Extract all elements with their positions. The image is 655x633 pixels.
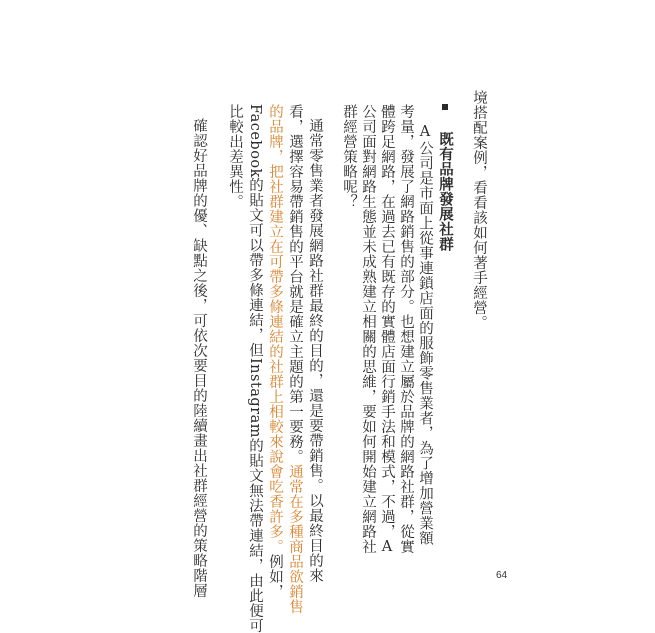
case-line-5: 群經營策略呢？: [341, 104, 357, 209]
intro-line: 境搭配案例，看看該如何著手經營。: [471, 90, 487, 330]
highlight-text: 通常在多種商品欲銷售: [287, 464, 303, 614]
page-number: 64: [496, 570, 508, 581]
case-line-4: 公司面對網路生態並未成熟建立相關的思維，要如何開始建立網路社: [360, 104, 376, 554]
body-line-1: 通常零售業者發展網路社群最終的目的，還是要帶銷售。以最終目的來: [307, 118, 323, 583]
body-line-4: Facebook的貼文可以帶多條連結，但Instagram的貼文無法帶連結，由此便可: [247, 104, 263, 633]
body-line-5: 比較出差異性。: [227, 104, 243, 209]
body-line-6: 確認好品牌的優、缺點之後，可依次要目的陸續畫出社群經營的策略階層: [191, 118, 207, 598]
section-heading-text: 既有品牌發展社群: [437, 131, 454, 252]
case-line-2: 考量，發展了網路銷售的部分。也想建立屬於品牌的網路社群，從實: [398, 104, 414, 554]
case-line-1: A公司是市面上從事連鎖店面的服飾零售業者，為了增加營業額: [417, 124, 433, 546]
section-heading: [436, 104, 454, 252]
highlight-text: 的品牌，把社群建立在可帶多條連結的社群上相較來說會吃香許多。: [267, 104, 283, 554]
intro-text: [470, 90, 488, 330]
body-line-3: 的品牌，把社群建立在可帶多條連結的社群上相較來說會吃香許多。例如，: [267, 104, 283, 599]
body-line-2: 看，選擇容易帶銷售的平台就是確立主題的第一要務。通常在多種商品欲銷售: [287, 104, 303, 614]
square-bullet-icon: [442, 104, 448, 110]
case-line-3: 體跨足網路，在過去已有既存的實體店面行銷手法和模式，不過，A: [379, 104, 395, 556]
